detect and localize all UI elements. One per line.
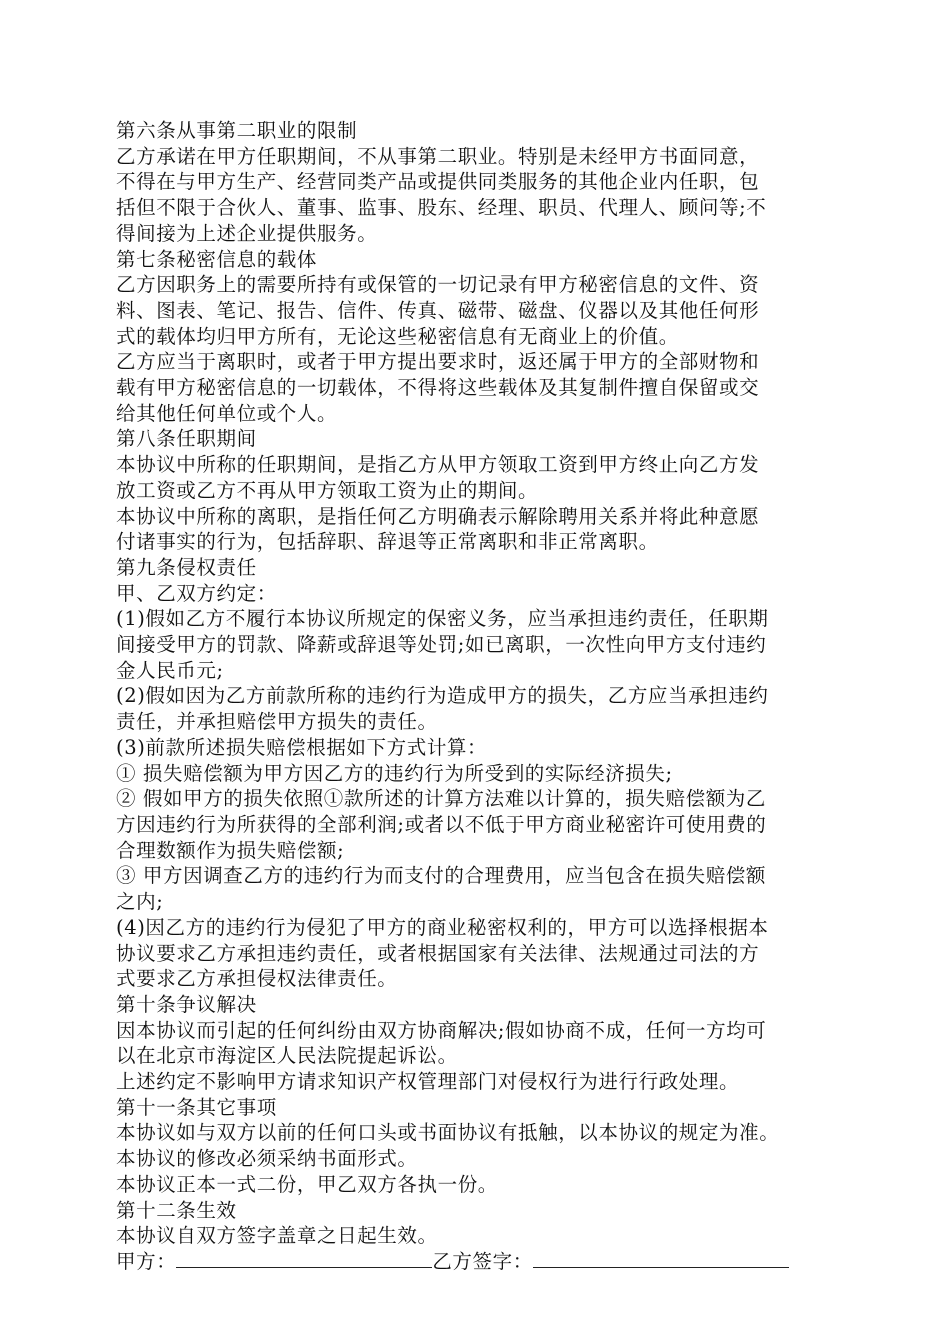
text-line: 乙方应当于离职时，或者于甲方提出要求时，返还属于甲方的全部财物和: [116, 350, 760, 374]
text-line: 间接受甲方的罚款、降薪或辞退等处罚;如已离职，一次性向甲方支付违约: [116, 633, 767, 657]
text-line: 乙方承诺在甲方任职期间，不从事第二职业。特别是未经甲方书面同意，: [116, 144, 760, 168]
text-line: 第六条从事第二职业的限制: [116, 119, 358, 142]
text-line: 不得在与甲方生产、经营同类产品或提供同类服务的其他企业内任职，包: [116, 170, 760, 194]
text-line: 之内;: [116, 890, 164, 914]
party-a-label: 甲方：: [116, 1249, 177, 1273]
party-b-label: 乙方签字：: [432, 1249, 533, 1273]
text-line: 本协议中所称的离职，是指任何乙方明确表示解除聘用关系并将此种意愿: [116, 504, 760, 528]
text-line: 第十二条生效: [116, 1198, 237, 1222]
text-line: 金人民币元;: [116, 658, 224, 682]
text-line: 方因违约行为所获得的全部利润;或者以不低于甲方商业秘密许可使用费的: [116, 812, 767, 836]
text-line: 本协议的修改必须采纳书面形式。: [116, 1147, 418, 1171]
signature-row: [116, 1249, 844, 1275]
text-line: 责任，并承担赔偿甲方损失的责任。: [116, 710, 438, 734]
text-line: 甲、乙双方约定：: [116, 581, 277, 605]
text-line: 第十条争议解决: [116, 992, 257, 1016]
text-line: 式的载体均归甲方所有，无论这些秘密信息有无商业上的价值。: [116, 324, 679, 348]
text-line: 付诸事实的行为，包括辞职、辞退等正常离职和非正常离职。: [116, 530, 659, 554]
text-line: 乙方因职务上的需要所持有或保管的一切记录有甲方秘密信息的文件、资: [116, 273, 760, 297]
text-line: 本协议中所称的任职期间，是指乙方从甲方领取工资到甲方终止向乙方发: [116, 453, 760, 477]
text-line: 本协议如与双方以前的任何口头或书面协议有抵触，以本协议的规定为准。: [116, 1121, 780, 1145]
text-line: 第八条任职期间: [116, 427, 257, 451]
party-b-signature-blank: [533, 1249, 789, 1268]
text-line: 协议要求乙方承担违约责任，或者根据国家有关法律、法规通过司法的方: [116, 941, 760, 965]
text-line: 载有甲方秘密信息的一切载体，不得将这些载体及其复制件擅自保留或交: [116, 376, 760, 400]
text-line: 本协议自双方签字盖章之日起生效。: [116, 1224, 438, 1248]
document-text: [116, 118, 844, 1249]
document-body: [116, 118, 844, 1275]
text-line: 第十一条其它事项: [116, 1095, 277, 1119]
text-line: 第七条秘密信息的载体: [116, 247, 318, 271]
text-line: 式要求乙方承担侵权法律责任。: [116, 967, 398, 991]
text-line: 第九条侵权责任: [116, 555, 257, 579]
text-line: (1)假如乙方不履行本协议所规定的保密义务，应当承担违约责任，任职期: [116, 607, 769, 631]
text-line: (3)前款所述损失赔偿根据如下方式计算：: [116, 735, 488, 759]
text-line: ① 损失赔偿额为甲方因乙方的违约行为所受到的实际经济损失;: [116, 761, 673, 785]
text-line: 给其他任何单位或个人。: [116, 401, 338, 425]
text-line: ② 假如甲方的损失依照①款所述的计算方法难以计算的，损失赔偿额为乙: [116, 787, 766, 811]
text-line: 上述约定不影响甲方请求知识产权管理部门对侵权行为进行行政处理。: [116, 1070, 740, 1094]
text-line: (2)假如因为乙方前款所称的违约行为造成甲方的损失，乙方应当承担违约: [116, 684, 769, 708]
text-line: 以在北京市海淀区人民法院提起诉讼。: [116, 1044, 458, 1068]
text-line: 料、图表、笔记、报告、信件、传真、磁带、磁盘、仪器以及其他任何形: [116, 298, 760, 322]
text-line: 合理数额作为损失赔偿额;: [116, 838, 345, 862]
text-line: ③ 甲方因调查乙方的违约行为而支付的合理费用，应当包含在损失赔偿额: [116, 864, 766, 888]
text-line: 放工资或乙方不再从甲方领取工资为止的期间。: [116, 478, 539, 502]
text-line: 因本协议而引起的任何纠纷由双方协商解决;假如协商不成，任何一方均可: [116, 1018, 767, 1042]
text-line: 得间接为上述企业提供服务。: [116, 221, 378, 245]
text-line: (4)因乙方的违约行为侵犯了甲方的商业秘密权利的，甲方可以选择根据本: [116, 915, 769, 939]
party-a-signature-blank: [176, 1249, 432, 1268]
text-line: 本协议正本一式二份，甲乙双方各执一份。: [116, 1172, 498, 1196]
text-line: 括但不限于合伙人、董事、监事、股东、经理、职员、代理人、顾问等;不: [116, 196, 767, 220]
